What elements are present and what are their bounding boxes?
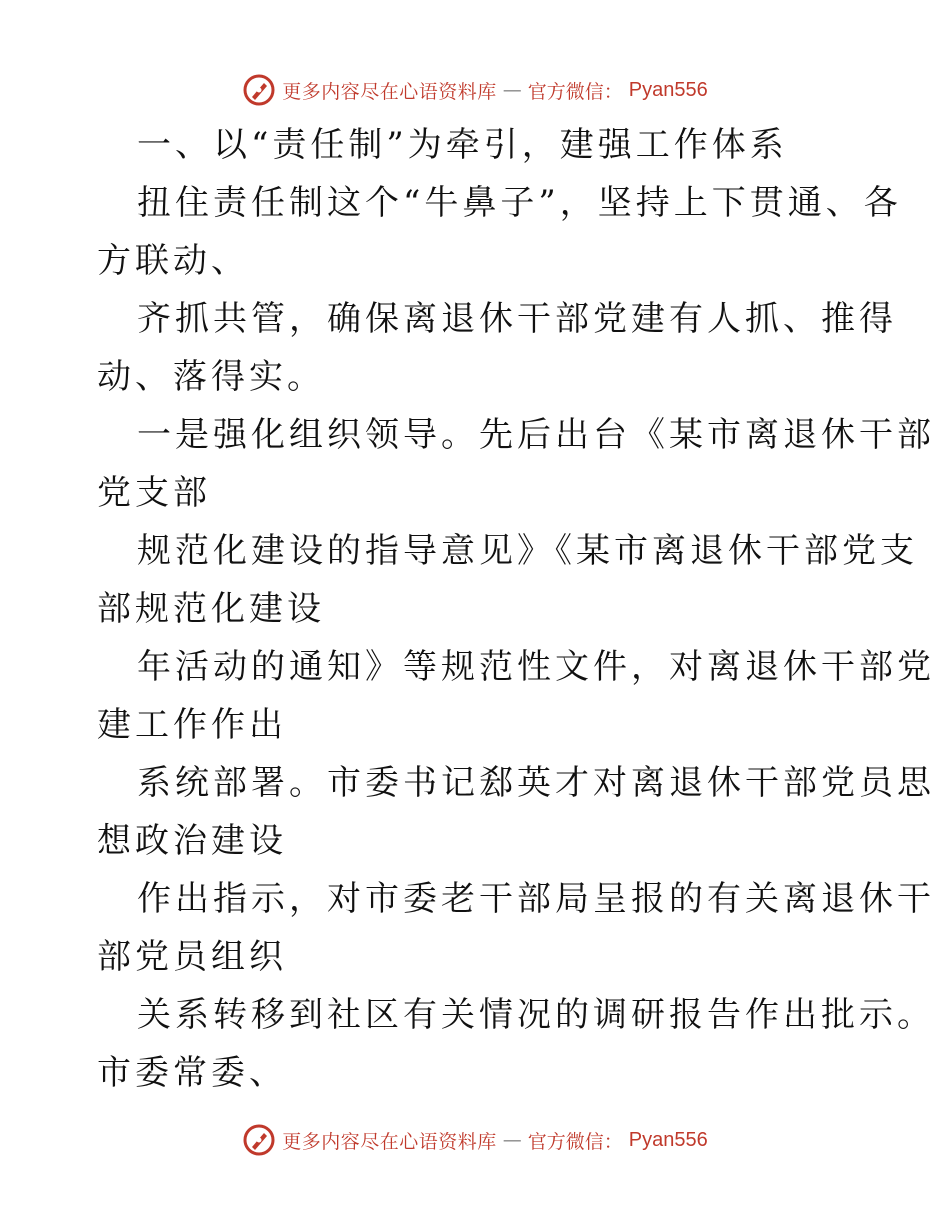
paragraph-line: 一是强化组织领导。先后出台《某市离退休干部 — [137, 415, 935, 455]
promo-text: 更多内容尽在心语资料库 — [282, 80, 497, 103]
section-heading: 一、以“责任制”为牵引，建强工作体系 — [137, 125, 788, 165]
wechat-label: 官方微信： — [527, 1130, 623, 1153]
paragraph-line: 年活动的通知》等规范性文件，对离退休干部党 — [137, 647, 935, 687]
paragraph-line: 想政治建设 — [97, 821, 287, 861]
separator: — — [502, 1129, 522, 1151]
paragraph-line: 动、落得实。 — [97, 357, 325, 397]
paragraph-line: 关系转移到社区有关情况的调研报告作出批示。 — [137, 995, 935, 1035]
paragraph-line: 作出指示，对市委老干部局呈报的有关离退休干 — [137, 879, 935, 919]
paragraph-line: 党支部 — [97, 473, 211, 513]
paragraph-line: 系统部署。市委书记郄英才对离退休干部党员思 — [137, 763, 935, 803]
wechat-id: Pyan556 — [628, 78, 708, 101]
paragraph-line: 扭住责任制这个“牛鼻子”，坚持上下贯通、各 — [137, 183, 902, 223]
paragraph-line: 建工作作出 — [97, 705, 287, 745]
paragraph-line: 齐抓共管，确保离退休干部党建有人抓、推得 — [137, 299, 897, 339]
paragraph-line: 部规范化建设 — [97, 589, 325, 629]
pen-nib-logo-icon — [242, 1123, 276, 1157]
paragraph-line: 市委常委、 — [97, 1053, 287, 1093]
paragraph-line: 规范化建设的指导意见》《某市离退休干部党支 — [137, 531, 918, 571]
footer-banner — [0, 1120, 950, 1160]
header-banner — [0, 70, 950, 110]
wechat-label: 官方微信： — [527, 80, 623, 103]
pen-nib-logo-icon — [242, 73, 276, 107]
separator: — — [502, 79, 522, 101]
paragraph-line: 部党员组织 — [97, 937, 287, 977]
paragraph-line: 方联动、 — [97, 241, 249, 281]
wechat-id: Pyan556 — [628, 1128, 708, 1151]
document-body — [97, 116, 935, 1102]
promo-text: 更多内容尽在心语资料库 — [282, 1130, 497, 1153]
